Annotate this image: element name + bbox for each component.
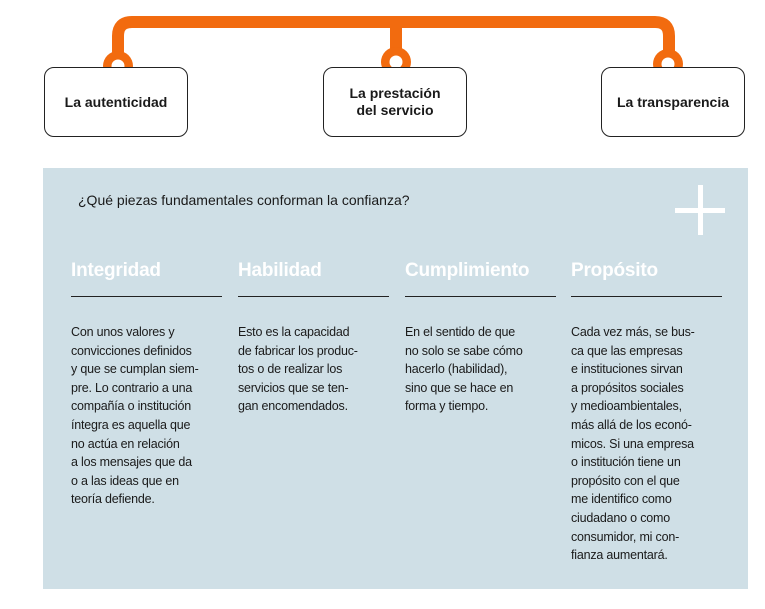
column-body: [71, 323, 222, 509]
body-line: convicciones definidos: [71, 343, 192, 358]
box-label-line: La prestación: [349, 85, 441, 101]
body-line: Esto es la capacidad: [238, 325, 350, 339]
body-line: gan encomendados.: [238, 399, 348, 414]
body-line: y medioambientales,: [571, 399, 682, 414]
column-title: Cumplimiento: [405, 260, 530, 281]
column-title: Integridad: [71, 260, 161, 281]
column-integridad: [71, 260, 222, 509]
body-line: no solo se sabe cómo: [405, 343, 523, 358]
body-line: sino que se hace en: [405, 380, 514, 395]
body-line: íntegra es aquella que: [71, 417, 191, 432]
column-body: [405, 323, 556, 416]
column-title: Habilidad: [238, 260, 322, 281]
body-line: o institución tiene un: [571, 455, 681, 470]
body-line: servicios que se ten-: [238, 380, 349, 395]
plus-icon: [675, 185, 725, 235]
body-line: Con unos valores y: [71, 325, 175, 339]
box-label: [349, 85, 440, 119]
box-prestacion: [323, 67, 467, 137]
body-line: ciudadano o como: [571, 510, 670, 525]
body-line: más allá de los econó-: [571, 417, 692, 432]
body-line: propósito con el que: [571, 473, 680, 488]
body-line: micos. Si una empresa: [571, 436, 694, 451]
column-propósito: [571, 260, 722, 565]
body-line: a los mensajes que da: [71, 455, 192, 470]
body-line: hacerlo (habilidad),: [405, 362, 508, 377]
body-line: Cada vez más, se bus-: [571, 325, 695, 339]
trust-panel: [43, 168, 748, 589]
body-line: no actúa en relación: [71, 436, 180, 451]
box-autenticidad: [44, 67, 188, 137]
body-line: y que se cumplan siem-: [71, 362, 199, 377]
body-line: a propósitos sociales: [571, 380, 684, 395]
body-line: forma y tiempo.: [405, 399, 489, 414]
divider: [71, 296, 222, 297]
box-transparencia: [601, 67, 745, 137]
box-label: La autenticidad: [64, 93, 168, 110]
divider: [405, 296, 556, 297]
body-line: me identifico como: [571, 492, 672, 507]
column-cumplimiento: [405, 260, 556, 416]
divider: [238, 296, 389, 297]
box-label-line: del servicio: [356, 102, 434, 118]
body-line: En el sentido de que: [405, 325, 515, 339]
body-line: consumidor, mi con-: [571, 529, 680, 544]
body-line: e instituciones sirvan: [571, 362, 683, 377]
divider: [571, 296, 722, 297]
body-line: fianza aumentará.: [571, 548, 668, 563]
column-habilidad: [238, 260, 389, 416]
body-line: pre. Lo contrario a una: [71, 380, 193, 395]
body-line: ca que las empresas: [571, 343, 683, 358]
body-line: teoría defiende.: [71, 492, 155, 507]
body-line: tos o de realizar los: [238, 362, 343, 377]
body-line: de fabricar los produc-: [238, 343, 358, 358]
body-line: compañía o institución: [71, 399, 191, 414]
panel-question: ¿Qué piezas fundamentales conforman la confianza?: [78, 192, 410, 208]
column-title: Propósito: [571, 260, 658, 281]
column-body: [238, 323, 389, 416]
column-body: [571, 323, 722, 565]
box-label: La transparencia: [616, 93, 730, 110]
body-line: o a las ideas que en: [71, 473, 179, 488]
